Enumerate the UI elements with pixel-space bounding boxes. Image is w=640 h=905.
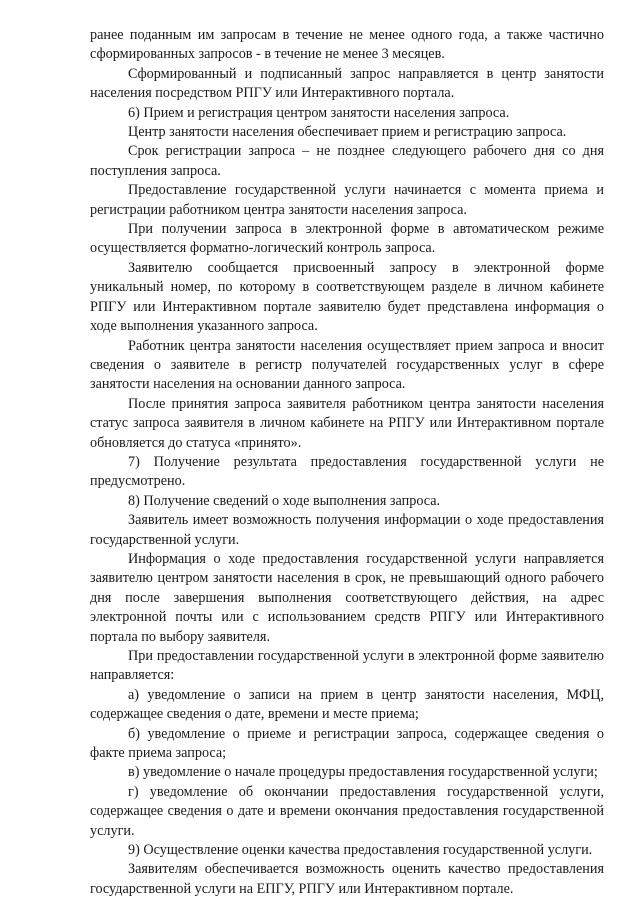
paragraph: Сформированный и подписанный запрос направляется в центр занятости населения посредством РПГУ или Интерактивного портала. xyxy=(90,65,604,102)
section-heading-8: 8) Получение сведений о ходе выполнения запроса. xyxy=(128,492,441,509)
section-heading-7: 7) Получение результата предоставления государственной услуги не предусмотрено. xyxy=(90,453,604,490)
paragraph-continuation: ранее поданным им запросам в течение не менее одного года, а также частично сформированных запросов - в течение не менее 3 месяцев. xyxy=(90,27,604,63)
list-item-b: б) уведомление о приеме и регистрации запроса, содержащее сведения о факте приема запроса; xyxy=(90,725,604,762)
paragraph: Заявитель имеет возможность получения информации о ходе предоставления государственной услуги. xyxy=(90,512,604,548)
section-heading-6: 6) Прием и регистрация центром занятости населения запроса. xyxy=(128,104,510,121)
paragraph: При получении запроса в электронной форме в автоматическом режиме осуществляется форматно-логический контроль запроса. xyxy=(90,221,604,257)
paragraph: После принятия запроса заявителя работником центра занятости населения статус запроса заявителя в личном кабинете на РПГУ или Интерактивном портале обновляется до статуса «принято». xyxy=(90,395,604,451)
paragraph: Заявителям обеспечивается возможность оценить качество предоставления государственной услуги на ЕПГУ, РПГУ или Интерактивном портале. xyxy=(90,861,604,897)
section-heading-9: 9) Осуществление оценки качества предоставления государственной услуги. xyxy=(128,842,593,859)
paragraph: Работник центра занятости населения осуществляет прием запроса и вносит сведения о заявителе в регистр получателей государственных услуг в сфере занятости населения на основании данного запроса. xyxy=(90,337,604,393)
paragraph: Центр занятости населения обеспечивает прием и регистрацию запроса. xyxy=(128,124,567,141)
list-item-g: г) уведомление об окончании предоставления государственной услуги, содержащее сведения о дате и времени окончания предоставления государственной услуги. xyxy=(90,783,604,839)
paragraph: Предоставление государственной услуги начинается с момента приема и регистрации работником центра занятости населения запроса. xyxy=(90,182,604,218)
document-page xyxy=(90,26,604,899)
list-item-a: а) уведомление о записи на прием в центр занятости населения, МФЦ, содержащее сведения о дате, времени и месте приема; xyxy=(90,686,604,723)
paragraph: Срок регистрации запроса – не позднее следующего рабочего дня со дня поступления запроса. xyxy=(90,143,604,179)
paragraph: Заявителю сообщается присвоенный запросу в электронной форме уникальный номер, по которому в соответствующем разделе в личном кабинете РПГУ или Интерактивном портале заявителю будет представлена информация о ходе выполнения указанного запроса. xyxy=(90,259,604,335)
paragraph: При предоставлении государственной услуги в электронной форме заявителю направляется: xyxy=(90,648,604,684)
list-item-v: в) уведомление о начале процедуры предоставления государственной услуги; xyxy=(128,764,598,781)
paragraph: Информация о ходе предоставления государственной услуги направляется заявителю центром занятости населения в срок, не превышающий одного рабочего дня после завершения выполнения соответствующего действия, на адрес электронной почты или с использованием средств РПГУ или Интерактивного портала по выбору заявителя. xyxy=(90,550,604,645)
